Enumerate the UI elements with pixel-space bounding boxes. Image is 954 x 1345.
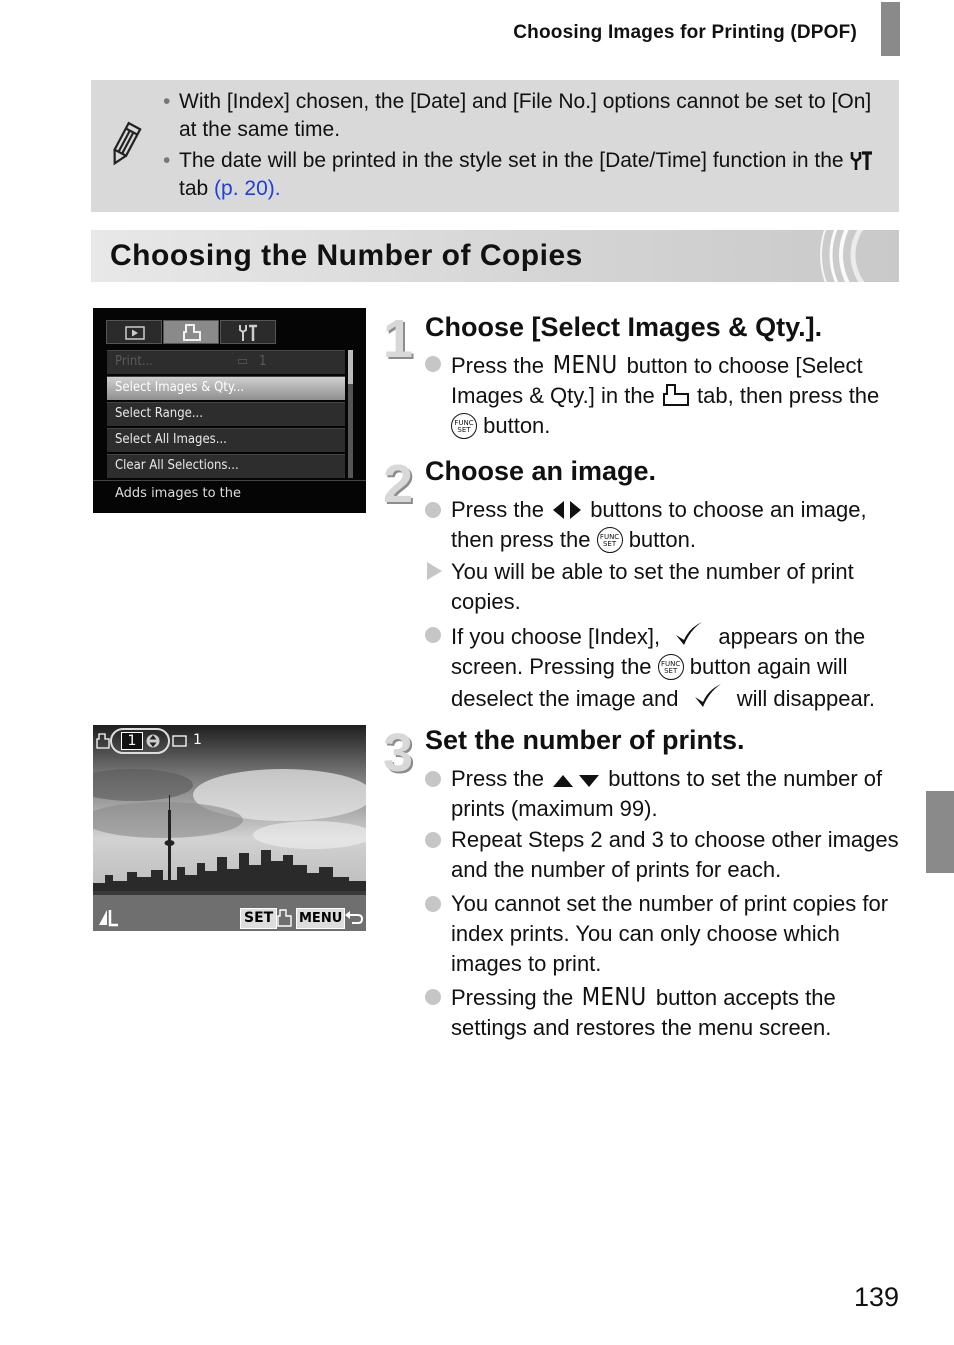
- bullet-icon: [425, 627, 441, 643]
- func-label: FUNC: [454, 419, 474, 427]
- menu-item-label: Select Images & Qty...: [115, 380, 245, 395]
- instruction-text: button.: [628, 527, 696, 552]
- set-label: SET: [602, 540, 617, 548]
- step-instruction: You cannot set the number of print copies for index prints. You can only choose which images to print.: [451, 891, 889, 976]
- print-count: 1: [193, 732, 202, 748]
- instruction-text: appears on the screen. Pressing the: [451, 624, 866, 679]
- instruction-text: tab, then press the: [697, 383, 880, 408]
- print-count: 1: [259, 354, 267, 369]
- menu-tabs: [106, 320, 280, 344]
- step-instruction: [451, 495, 906, 555]
- menu-item-select-all-images[interactable]: [107, 428, 345, 452]
- note-box: [91, 80, 899, 212]
- instruction-text: Press the: [451, 497, 544, 522]
- playback-tab-icon: [106, 320, 162, 344]
- up-down-arrows-icon: [146, 732, 160, 750]
- tools-tab-icon: [849, 151, 873, 171]
- step-number: 2: [383, 454, 414, 514]
- skyline-photo: [93, 725, 366, 931]
- camera-photo-screenshot: [93, 725, 366, 931]
- bullet-icon: [425, 832, 441, 848]
- instruction-text: Pressing the: [451, 985, 574, 1010]
- instruction-text: Press the: [451, 353, 544, 378]
- bullet-icon: [425, 989, 441, 1005]
- note-item: [163, 147, 883, 203]
- step-instruction: [451, 982, 906, 1043]
- instruction-text: will disappear.: [736, 686, 875, 711]
- instruction-text: button.: [483, 413, 551, 438]
- decorative-circles: [811, 230, 899, 282]
- return-icon: [344, 909, 364, 927]
- note-item: [163, 88, 883, 144]
- step-title: Set the number of prints.: [425, 725, 745, 755]
- tools-tab-icon: [220, 320, 276, 344]
- menu-item-select-range[interactable]: [107, 402, 345, 426]
- menu-item-clear-all-selections[interactable]: [107, 454, 345, 478]
- func-set-button-icon: [597, 527, 623, 553]
- step-title: Choose [Select Images & Qty.].: [425, 312, 823, 342]
- divider: [93, 480, 366, 481]
- menu-item-select-images-qty[interactable]: [107, 376, 345, 400]
- menu-hint: Adds images to the: [115, 486, 241, 501]
- menu-button-icon: MENU: [552, 350, 618, 379]
- bullet-icon: [425, 896, 441, 912]
- note-list: [163, 88, 883, 206]
- step-number: 3: [383, 723, 414, 783]
- note-text: tab: [179, 177, 209, 200]
- func-label: FUNC: [661, 660, 681, 668]
- page-number: 139: [853, 1282, 899, 1312]
- menu-item-label: Select All Images...: [115, 432, 227, 447]
- section-bar: [91, 230, 899, 282]
- bullet-icon: [425, 502, 441, 518]
- print-tab-icon: [163, 320, 219, 344]
- instruction-text: button to choose [Select Images & Qty.] in the: [451, 353, 863, 408]
- menu-button-label: MENU: [296, 908, 345, 929]
- instruction-text: buttons to set the number of prints (maximum 99).: [451, 766, 883, 821]
- step-result: You will be able to set the number of print copies.: [451, 559, 854, 614]
- image-size-icon: [97, 907, 121, 927]
- print-count-icon: ▭: [237, 354, 249, 369]
- step-instruction: [451, 620, 906, 714]
- func-label: FUNC: [599, 533, 620, 541]
- step-number: 1: [383, 309, 414, 369]
- section-title: Choosing the Number of Copies: [110, 239, 583, 272]
- scrollbar-thumb[interactable]: [348, 350, 353, 384]
- instruction-text: If you choose [Index],: [451, 624, 661, 649]
- print-tab-icon: [661, 383, 691, 407]
- note-text: The date will be printed in the style set in the [Date/Time] function in the: [179, 149, 844, 172]
- menu-button-icon: MENU: [582, 982, 648, 1011]
- checkmark-icon: [672, 620, 706, 648]
- camera-menu-screenshot: [93, 308, 366, 513]
- func-set-button-icon: [451, 413, 477, 439]
- set-button-label: SET: [240, 908, 277, 929]
- bullet-icon: [425, 771, 441, 787]
- header-tab-marker: [881, 2, 900, 56]
- print-icon: [277, 908, 293, 928]
- set-label: SET: [664, 667, 678, 675]
- instruction-text: button accepts the settings and restores the menu screen.: [451, 985, 836, 1040]
- note-text: With [Index] chosen, the [Date] and [File No.] options cannot be set to [On] at the same time.: [179, 90, 872, 141]
- step-instruction: [451, 764, 906, 824]
- menu-item-label: Clear All Selections...: [115, 458, 239, 473]
- running-head: Choosing Images for Printing (DPOF): [513, 22, 857, 43]
- result-arrow-icon: [427, 562, 442, 580]
- set-label: SET: [457, 426, 471, 434]
- step-instruction: [451, 350, 906, 441]
- qty-value: 1: [121, 732, 143, 750]
- page-link[interactable]: (p. 20): [214, 177, 275, 200]
- checkmark-icon: [691, 682, 725, 710]
- left-right-buttons-icon: [550, 499, 584, 521]
- instruction-text: buttons to choose an image, then press the: [451, 497, 867, 552]
- instruction-text: button again will deselect the image and: [451, 654, 848, 711]
- up-down-buttons-icon: [550, 772, 602, 790]
- instruction-text: Press the: [451, 766, 544, 791]
- bullet-icon: [425, 356, 441, 372]
- step-title: Choose an image.: [425, 456, 657, 486]
- qty-overlay: [96, 730, 202, 752]
- func-set-button-icon: [658, 654, 684, 680]
- chapter-side-tab: [926, 791, 954, 873]
- note-period: .: [274, 177, 281, 200]
- menu-item-label: Select Range...: [115, 406, 203, 421]
- pencil-icon: [105, 120, 145, 170]
- menu-item-print[interactable]: [107, 350, 345, 374]
- menu-item-label: Print...: [115, 354, 154, 369]
- step-instruction: Repeat Steps 2 and 3 to choose other images and the number of prints for each.: [451, 827, 899, 882]
- print-count-icon: [172, 734, 188, 748]
